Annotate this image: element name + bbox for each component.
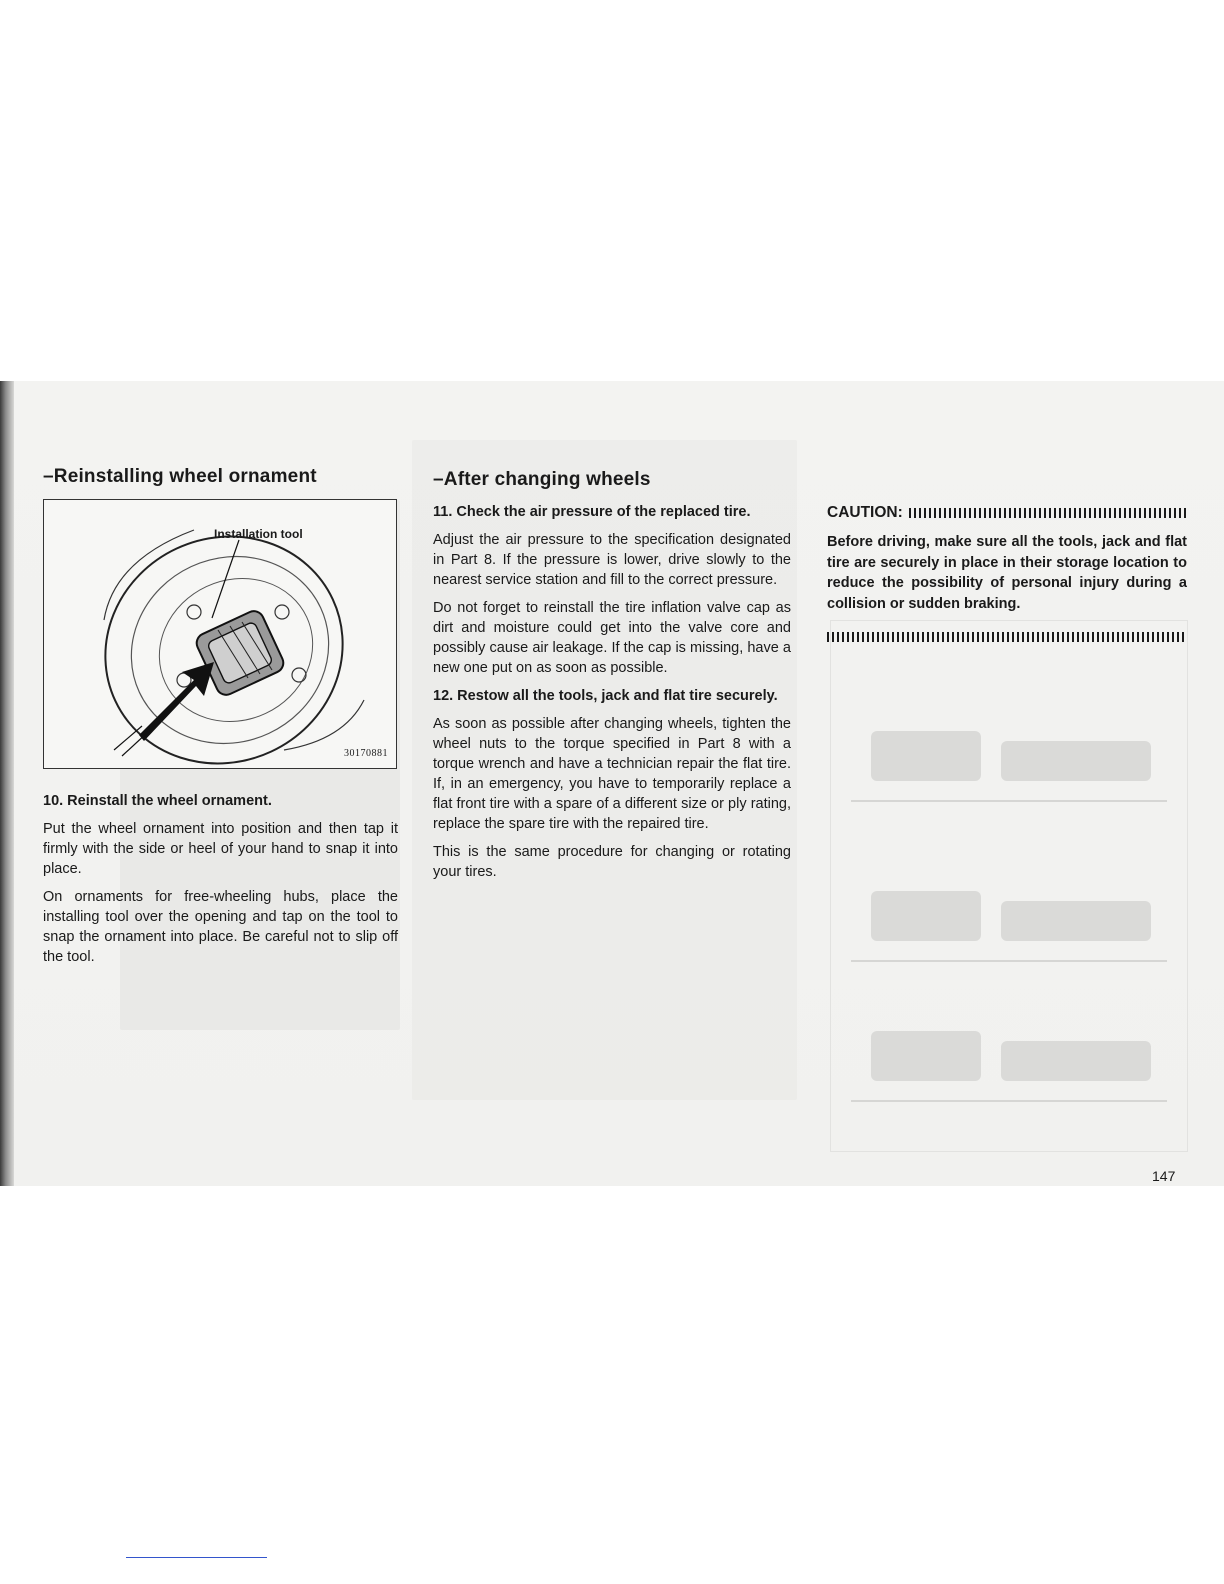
caution-box [827,504,1187,642]
step-11-paragraph-1: Adjust the air pressure to the specification designated in Part 8. If the pressure is lower, drive slowly to the nearest service station and fill to the correct pressure. [433,532,791,588]
wheel-ornament-figure [43,499,397,769]
left-column [43,467,398,975]
caution-label: CAUTION: [827,504,903,521]
step-10-title: 10. Reinstall the wheel ornament. [43,793,272,809]
section-heading-after-changing: –After changing wheels [433,469,651,490]
step-10-paragraph-1: Put the wheel ornament into position and then tap it firmly with the side or heel of your hand to snap it into place. [43,821,398,877]
step-11-title: 11. Check the air pressure of the replaced tire. [433,504,751,520]
step-10-paragraph-2: On ornaments for free-wheeling hubs, place the installing tool over the opening and tap on the tool to snap the ornament into place. Be careful not to slip off the tool. [43,889,398,965]
installation-tool-label: Installation tool [214,527,303,541]
caution-text: Before driving, make sure all the tools, jack and flat tire are securely in place in their storage location to reduce the possibility of personal injury during a collision or sudden braking. [827,534,1187,612]
middle-column [433,470,791,890]
page-number: 147 [1152,1168,1176,1184]
caution-heading [827,504,1187,522]
step-12-title: 12. Restow all the tools, jack and flat tire securely. [433,688,778,704]
figure-code: 30170881 [344,748,388,759]
step-12-paragraph-1: As soon as possible after changing wheels, tighten the wheel nuts to the torque specified in Part 8 with a torque wrench and have a technician repair the flat tire. If, in an emergency, you have to temporarily replace a flat front tire with a spare of a different size or ply rating, replace the spare tire with the repaired tire. [433,716,791,832]
step-11-paragraph-2: Do not forget to reinstall the tire inflation valve cap as dirt and moisture could get into the valve core and possibly cause air leakage. If the cap is missing, have a new one put on as soon as possible. [433,600,791,676]
book-binding-shadow [0,381,14,1186]
towed-vehicle-icon [831,621,1187,1151]
caution-top-rule [909,508,1187,518]
faded-towing-figure [830,620,1188,1152]
caution-bottom-rule [827,632,1187,642]
section-heading-reinstalling: –Reinstalling wheel ornament [43,466,317,487]
footnote-rule [126,1557,267,1558]
step-12-paragraph-2: This is the same procedure for changing or rotating your tires. [433,844,791,880]
